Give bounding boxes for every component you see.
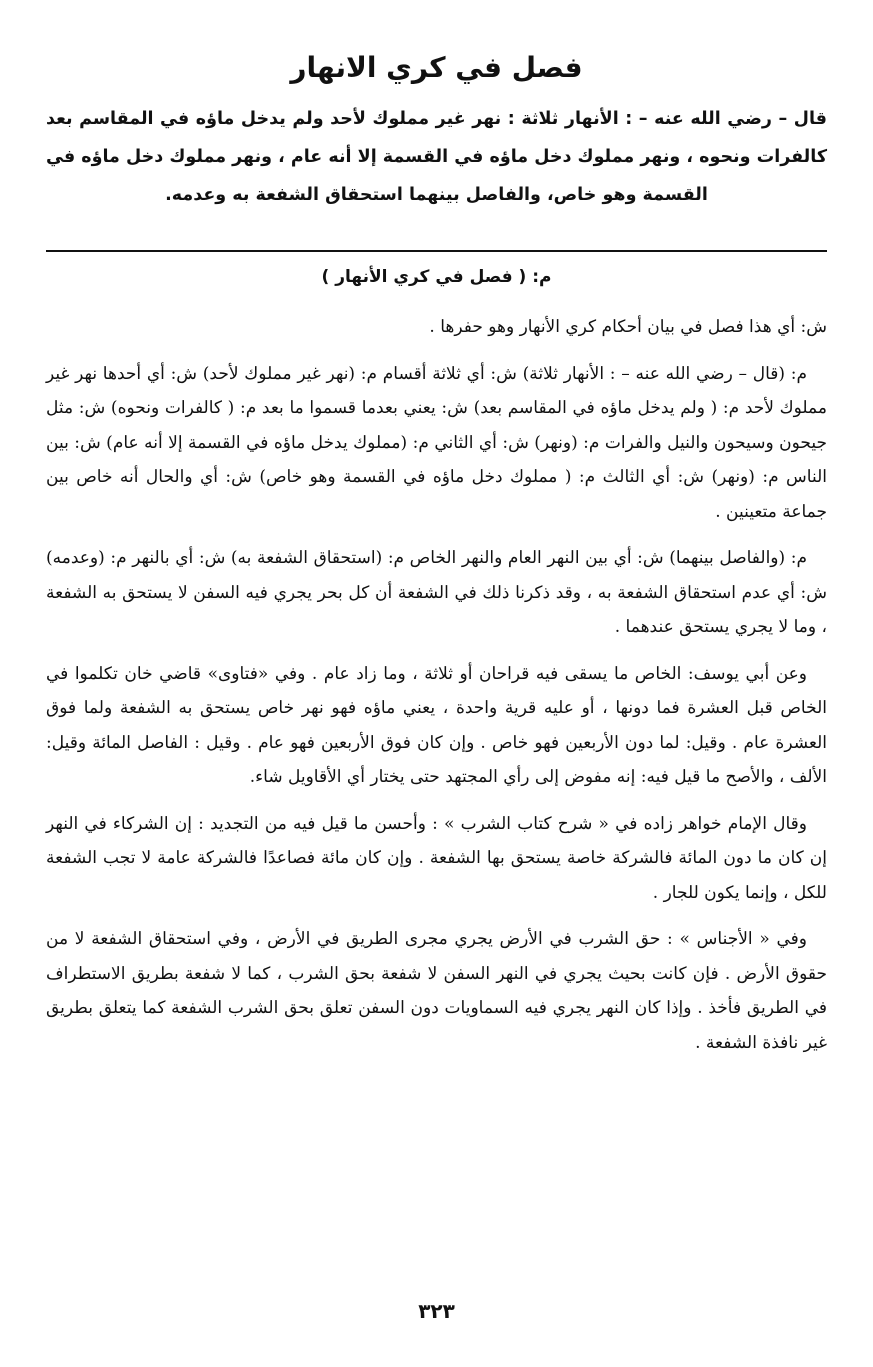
chapter-title: فصل في كري الانهار — [290, 51, 583, 84]
matn-text: قال – رضي الله عنه – : الأنهار ثلاثة : نهر غير مملوك لأحد ولم يدخل ماؤه في المقاسم بعد كالفرات ونحوه ، ونهر مملوك دخل ماؤه في القسمة إلا أنه عام ، ونهر مملوك دخل ماؤه في القسمة وهو خاص، والفاصل بينهما استحقاق الشفعة به وعدمه. — [46, 109, 827, 205]
commentary-paragraph: ش: أي هذا فصل في بيان أحكام كري الأنهار وهو حفرها . — [429, 317, 827, 337]
commentary-paragraph: م: (قال – رضي الله عنه – : الأنهار ثلاثة) ش: أي ثلاثة أقسام م: (نهر غير مملوك لأحد) ش: أي أحدها نهر غير مملوك لأحد م: ( ولم يدخل ماؤه في المقاسم بعد) ش: يعني بعدما قسموا ما بعد م: ( كالفرات ونحوه) ش: مثل جيحون وسيحون والنيل والفرات م: (ونهر) ش: أي الثاني م: (مملوك يدخل ماؤه في القسمة إلا أنه عام) ش: بين الناس م: (ونهر) ش: أي الثالث م: ( مملوك دخل ماؤه في القسمة وهو خاص) ش: أي والحال أنه خاص بين جماعة متعينين . — [46, 363, 827, 522]
section-heading: م: ( فصل في كري الأنهار ) — [321, 267, 552, 287]
commentary-paragraph: وعن أبي يوسف: الخاص ما يسقى فيه قراحان أو ثلاثة ، وما زاد عام . وفي «فتاوى» قاضي خان تكلموا في الخاص قبل العشرة فما دونها ، أو عليه قرية واحدة ، يعني ماؤه فهو نهر خاص يستحق به الشفعة ولما فوق العشرة عام . وقيل: لما دون الأربعين فهو خاص . وإن كان فوق الأربعين فهو عام . وقيل : الفاصل المائة وقيل: الألف ، والأصح ما قيل فيه: إنه مفوض إلى رأي المجتهد حتى يختار أي الأقاويل شاء. — [46, 663, 827, 787]
commentary-paragraph: وقال الإمام خواهر زاده في « شرح كتاب الشرب » : وأحسن ما قيل فيه من التجديد : إن الشركاء في النهر إن كان ما دون المائة فالشركة خاصة يستحق بها الشفعة . وإن كان مائة فصاعدًا فالشركة عامة لا تجب الشفعة للكل ، وإنما يكون للجار . — [46, 813, 827, 903]
commentary-body — [46, 310, 827, 1072]
page-number: ٣٢٣ — [418, 1299, 455, 1323]
book-page — [46, 0, 827, 1367]
footnote-divider — [46, 250, 827, 252]
commentary-paragraph: وفي « الأجناس » : حق الشرب في الأرض يجري مجرى الطريق في الأرض ، وفي استحقاق الشفعة لا من حقوق الأرض . فإن كانت بحيث يجري في النهر السفن لا شفعة بحق الشرب ، كما لا شفعة بطريق الاستطراف في الطريق فأخذ . وإذا كان النهر يجري فيه السماويات دون السفن تعلق بحق الشرب الشفعة كما يتعلق بطريق غير نافذة الشفعة . — [46, 929, 827, 1053]
commentary-paragraph: م: (والفاصل بينهما) ش: أي بين النهر العام والنهر الخاص م: (استحقاق الشفعة به) ش: أي بالنهر م: (وعدمه) ش: أي عدم استحقاق الشفعة به ، وقد ذكرنا ذلك في الشفعة أن كل بحر يجري فيه السفن لا يستحق به الشفعة ، وما لا يجري يستحق عندهما . — [46, 548, 827, 637]
